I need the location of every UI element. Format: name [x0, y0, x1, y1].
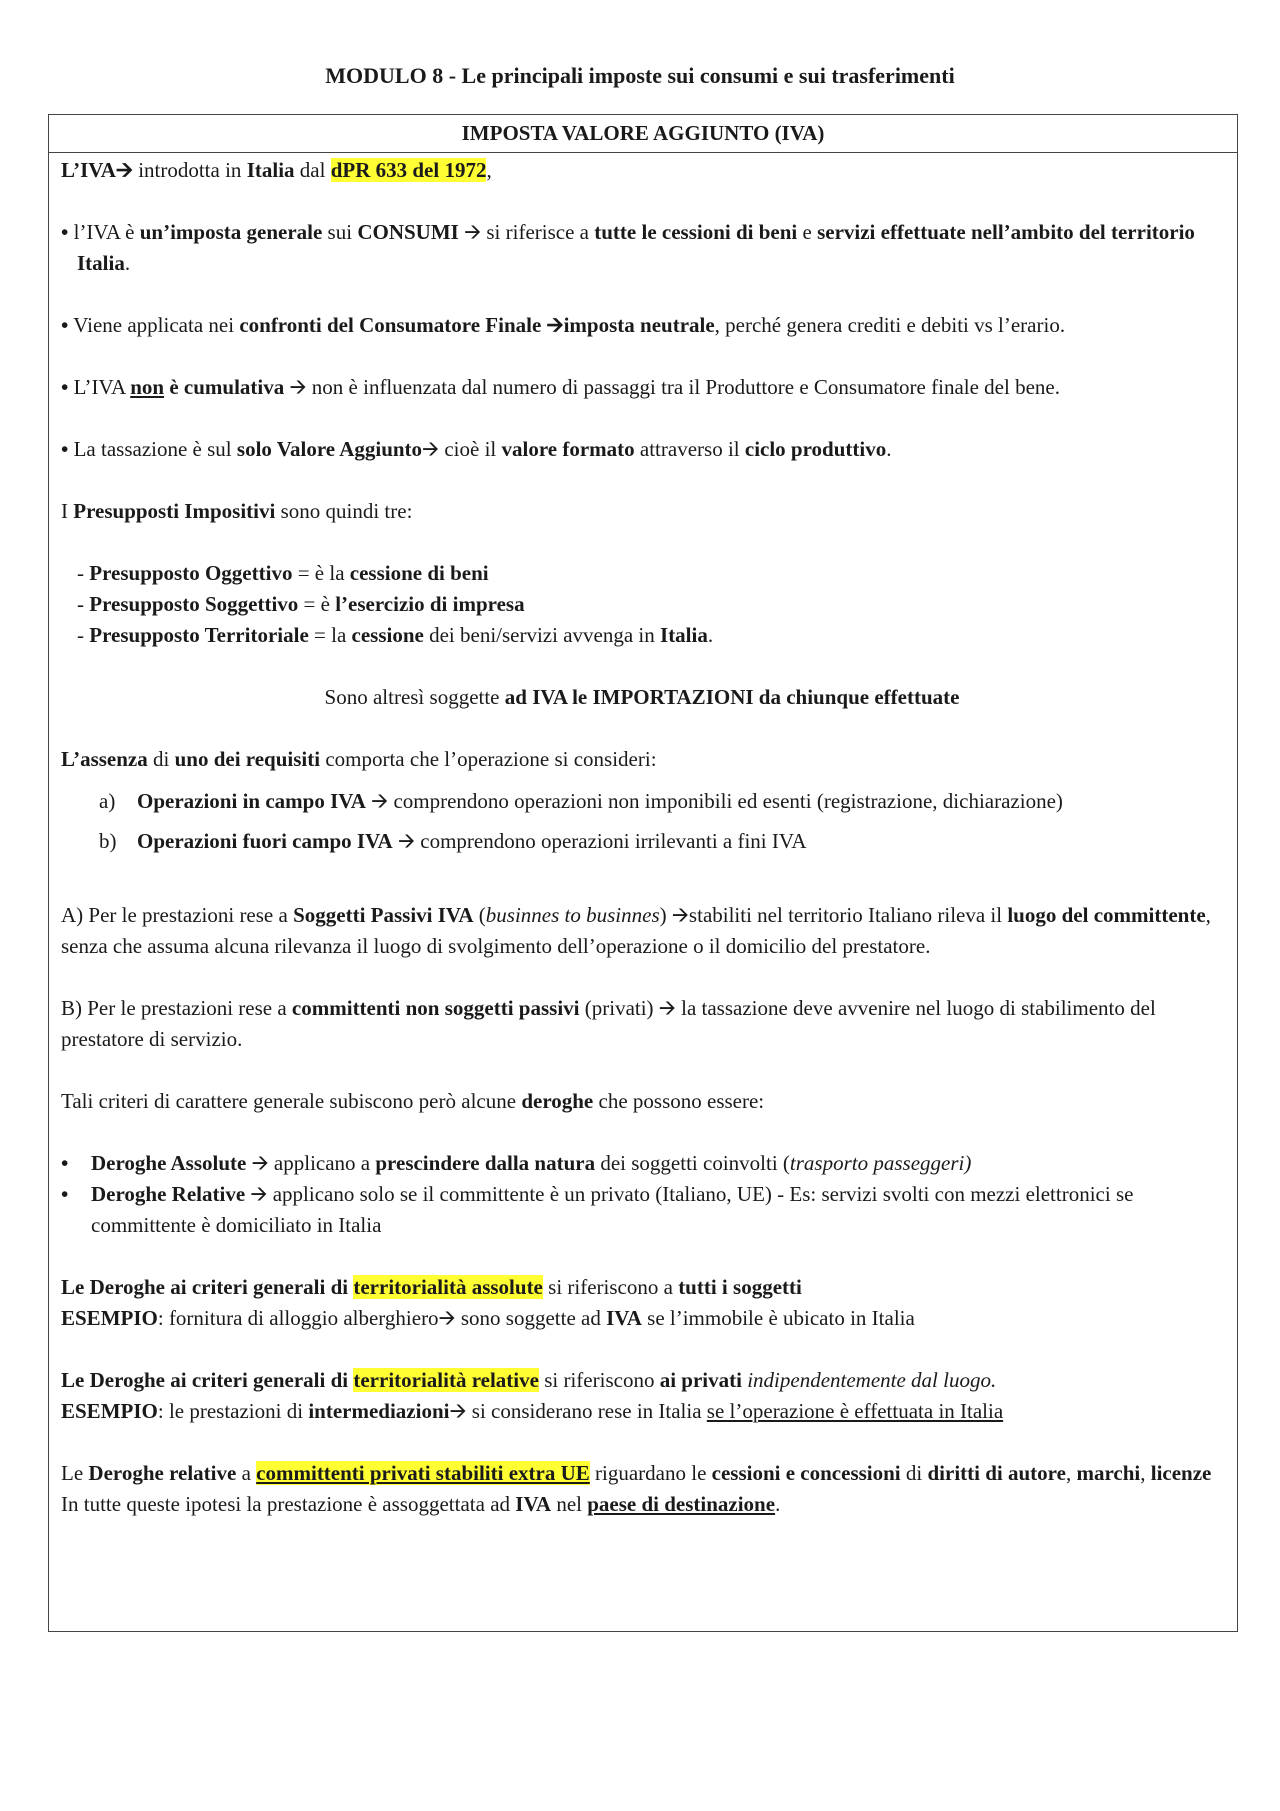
table-body [49, 153, 1237, 1520]
text-span: solo Valore Aggiunto [236, 437, 423, 461]
text-span: businnes to businnes [485, 903, 660, 927]
text-span: deroghe [521, 1089, 594, 1113]
deroghe-relative [61, 1179, 1223, 1241]
highlight-relative: territorialità relative [353, 1368, 539, 1392]
text-span: diritti di autore [927, 1461, 1066, 1485]
bullet-icon: • [61, 220, 69, 244]
assenza-line [61, 744, 1223, 775]
text-span: Presupposti Impositivi [73, 499, 276, 523]
text-span: 🡪 applicano a [246, 1151, 376, 1175]
text-span: CONSUMI [357, 220, 459, 244]
esempio-relative [61, 1396, 1223, 1427]
text-span: 🡪 non è influenzata dal numero di passaggi tra il Produttore e Consumatore finale del bene. [284, 375, 1060, 399]
text-span: L’IVA [61, 158, 116, 182]
text-span: Tali criteri di carattere generale subiscono però alcune [61, 1089, 522, 1113]
bullet-icon: • [61, 375, 69, 399]
text-span: è cumulativa [164, 375, 285, 399]
highlight-dpr: dPR 633 del 1972 [330, 158, 487, 182]
text-span: 🡪 applicano solo se il committente è un privato (Italiano, UE) - Es: servizi svolti con mezzi elettronici se committente è domiciliato in Italia [91, 1182, 1134, 1237]
presupposto-soggettivo [61, 589, 1223, 620]
bullet-consumatore [61, 310, 1223, 341]
text-span: ai privati [659, 1368, 742, 1392]
text-span: cessione di beni [349, 561, 489, 585]
text-span: si riferiscono [538, 1368, 660, 1392]
highlight-extra-ue: committenti privati stabiliti extra UE [256, 1461, 590, 1485]
text-span: Soggetti Passivi IVA [293, 903, 474, 927]
text-span: tutti i soggetti [678, 1275, 802, 1299]
text-span: che possono essere: [593, 1089, 765, 1113]
text-span: dal [294, 158, 331, 182]
text-span: IVA [606, 1306, 642, 1330]
intro-line [61, 155, 1223, 186]
bullet-cumulativa [61, 372, 1223, 403]
text-span: = è [298, 592, 336, 616]
text-span: marchi [1076, 1461, 1141, 1485]
bullet-valore-aggiunto [61, 434, 1223, 465]
extra-ue-line [61, 1458, 1223, 1489]
text-span: dei beni/servizi avvenga in [423, 623, 661, 647]
text-span: Sono altresì soggette [324, 685, 505, 709]
arrow-icon: 🡪 [115, 158, 133, 182]
text-span: = la [308, 623, 352, 647]
destinazione-line [61, 1489, 1223, 1520]
document-title: MODULO 8 - Le principali imposte sui consumi e sui trasferimenti [325, 63, 955, 88]
operazioni-fuori-campo [61, 826, 1223, 857]
list-label: b) [99, 829, 117, 853]
text-span: B) Per le prestazioni rese a [61, 996, 292, 1020]
text-span: ciclo produttivo [744, 437, 887, 461]
dash-icon: - [77, 561, 90, 585]
text-span: I [61, 499, 74, 523]
text-span: ) 🡪stabiliti nel territorio Italiano rileva il [659, 903, 1008, 927]
dash-icon: - [77, 623, 90, 647]
text-span: paese di destinazione [587, 1492, 776, 1516]
text-span: se l’operazione è effettuata in Italia [706, 1399, 1004, 1423]
text-span: Presupposto Soggettivo [89, 592, 299, 616]
text-span: valore formato [501, 437, 635, 461]
text-span: nel [551, 1492, 588, 1516]
bullet-icon: • [61, 1182, 69, 1206]
text-span: prescindere dalla natura [375, 1151, 596, 1175]
text-span: trasporto passeggeri) [789, 1151, 972, 1175]
text-span: licenze [1150, 1461, 1212, 1485]
text-span: riguardano le [589, 1461, 712, 1485]
text-span: luogo del committente [1007, 903, 1206, 927]
text-span: : le prestazioni di [157, 1399, 309, 1423]
text-span: = è la [292, 561, 350, 585]
list-label: a) [99, 789, 116, 813]
text-span: ESEMPIO [61, 1399, 158, 1423]
iva-table [48, 114, 1238, 1632]
text-span: , [486, 158, 492, 182]
text-span: indipendentemente dal luogo. [747, 1368, 997, 1392]
bullet-icon: • [61, 437, 69, 461]
text-span: se l’immobile è ubicato in Italia [641, 1306, 915, 1330]
highlight-assolute: territorialità assolute [353, 1275, 543, 1299]
text-span: cessioni e concessioni [711, 1461, 901, 1485]
text-span: Le [61, 1461, 89, 1485]
text-span: La tassazione è sul [68, 437, 237, 461]
text-span: L’assenza [61, 747, 148, 771]
esempio-assolute [61, 1303, 1223, 1334]
text-span: non [130, 375, 165, 399]
prestazioni-a [61, 900, 1223, 962]
table-header: IMPOSTA VALORE AGGIUNTO (IVA) [49, 115, 1237, 153]
text-span: di [900, 1461, 928, 1485]
territorialita-relative [61, 1365, 1223, 1396]
text-span: uno dei requisiti [174, 747, 321, 771]
bullet-generale [61, 217, 1223, 279]
text-span: introdotta in [132, 158, 247, 182]
text-span: tutte le cessioni di beni [594, 220, 798, 244]
importazioni-line [61, 682, 1223, 713]
text-span: dei soggetti coinvolti ( [595, 1151, 790, 1175]
text-span: ESEMPIO [61, 1306, 158, 1330]
prestazioni-b [61, 993, 1223, 1055]
bullet-icon: • [61, 313, 69, 337]
dash-icon: - [77, 592, 90, 616]
text-span: Operazioni in campo IVA [137, 789, 366, 813]
text-span: 🡪 si considerano rese in Italia [449, 1399, 707, 1423]
text-span: , [1065, 1461, 1077, 1485]
text-span: sui [322, 220, 358, 244]
text-span: , [1140, 1461, 1151, 1485]
text-span: 🡪 comprendono operazioni irrilevanti a fini IVA [392, 829, 807, 853]
text-span: ( [473, 903, 486, 927]
text-span: 🡪 cioè il [422, 437, 502, 461]
text-span: confronti del Consumatore Finale [239, 313, 542, 337]
bullet-icon: • [61, 1151, 69, 1175]
presupposto-territoriale [61, 620, 1223, 651]
text-span: , senza che assuma alcuna rilevanza il luogo di svolgimento dell’operazione o il domicilio del prestatore. [61, 903, 1211, 958]
text-span: 🡪 si riferisce a [458, 220, 595, 244]
text-span: In tutte queste ipotesi la prestazione è assoggettata ad [61, 1492, 516, 1516]
text-span: Le Deroghe ai criteri generali di [61, 1275, 354, 1299]
text-span: committenti non soggetti passivi [291, 996, 580, 1020]
text-span: Viene applicata nei [68, 313, 240, 337]
text-span: Italia [246, 158, 295, 182]
text-span: Deroghe Assolute [91, 1151, 247, 1175]
text-span: : fornitura di alloggio alberghiero🡪 sono soggette ad [157, 1306, 607, 1330]
territorialita-assolute [61, 1272, 1223, 1303]
text-span: si riferiscono a [542, 1275, 679, 1299]
text-span: l’IVA è [68, 220, 140, 244]
text-span: Le Deroghe ai criteri generali di [61, 1368, 354, 1392]
text-span: , perché genera crediti e debiti vs l’erario. [714, 313, 1066, 337]
text-span: Italia [660, 623, 708, 647]
text-span: sono quindi tre: [275, 499, 413, 523]
text-span: servizi effettuate nell’ambito del territorio Italia [77, 220, 1195, 275]
text-span: imposta neutrale [563, 313, 715, 337]
text-span: (privati) 🡪 la tassazione deve avvenire nel luogo di stabilimento del prestatore di servizio. [61, 996, 1156, 1051]
presupposto-oggettivo [61, 558, 1223, 589]
arrow-icon: 🡪 [541, 313, 564, 337]
text-span: intermediazioni [308, 1399, 450, 1423]
text-span: comporta che l’operazione si consideri: [320, 747, 657, 771]
text-span: . [124, 251, 131, 275]
text-span: Deroghe Relative [91, 1182, 246, 1206]
text-span: . [775, 1492, 781, 1516]
operazioni-in-campo [61, 786, 1223, 817]
text-span: Presupposto Territoriale [89, 623, 309, 647]
deroghe-assolute [61, 1148, 1223, 1179]
text-span: Deroghe relative [88, 1461, 237, 1485]
text-span: ad IVA le IMPORTAZIONI da chiunque effettuate [504, 685, 960, 709]
text-span: IVA [515, 1492, 552, 1516]
text-span: . [886, 437, 892, 461]
text-span: cessione [351, 623, 424, 647]
text-span: e [797, 220, 818, 244]
text-span: attraverso il [634, 437, 745, 461]
text-span: Presupposto Oggettivo [89, 561, 293, 585]
text-span: . [707, 623, 714, 647]
text-span: 🡪 comprendono operazioni non imponibili ed esenti (registrazione, dichiarazione) [365, 789, 1063, 813]
text-span: A) Per le prestazioni rese a [61, 903, 294, 927]
text-span: l’esercizio di impresa [335, 592, 525, 616]
criteri-line [61, 1086, 1223, 1117]
text-span: L’IVA [68, 375, 131, 399]
text-span: a [236, 1461, 257, 1485]
text-span: di [147, 747, 175, 771]
text-span: Operazioni fuori campo IVA [137, 829, 393, 853]
text-span: un’imposta generale [139, 220, 323, 244]
presupposti-intro [61, 496, 1223, 527]
